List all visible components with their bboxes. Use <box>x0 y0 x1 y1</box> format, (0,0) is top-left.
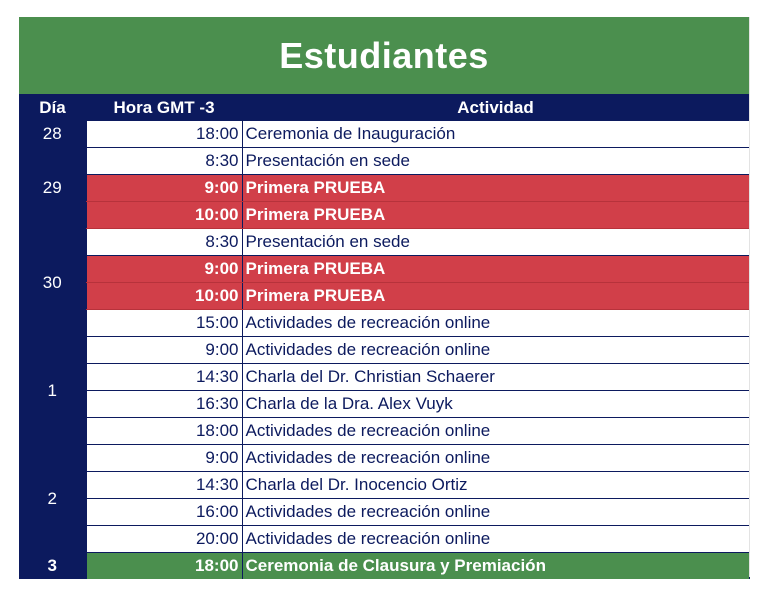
table-row <box>19 364 749 391</box>
day-cell: 3 <box>19 553 86 580</box>
table-row <box>19 526 749 553</box>
column-header-dia: Día <box>19 94 86 121</box>
table-row <box>19 337 749 364</box>
table-row <box>19 121 749 148</box>
activity-cell: Ceremonia de Clausura y Premiación <box>242 553 749 580</box>
activity-cell: Presentación en sede <box>242 229 749 256</box>
column-header-hora: Hora GMT -3 <box>86 94 242 121</box>
activity-cell: Primera PRUEBA <box>242 256 749 283</box>
activity-cell: Ceremonia de Inauguración <box>242 121 749 148</box>
time-cell: 9:00 <box>86 175 242 202</box>
table-row <box>19 229 749 256</box>
table-row <box>19 283 749 310</box>
schedule-sheet <box>19 17 749 579</box>
time-cell: 20:00 <box>86 526 242 553</box>
activity-cell: Presentación en sede <box>242 148 749 175</box>
activity-cell: Charla del Dr. Inocencio Ortiz <box>242 472 749 499</box>
activity-cell: Actividades de recreación online <box>242 337 749 364</box>
time-cell: 18:00 <box>86 121 242 148</box>
time-cell: 18:00 <box>86 553 242 580</box>
table-row <box>19 391 749 418</box>
time-cell: 14:30 <box>86 364 242 391</box>
activity-cell: Actividades de recreación online <box>242 445 749 472</box>
table-row <box>19 256 749 283</box>
table-row <box>19 148 749 175</box>
time-cell: 8:30 <box>86 229 242 256</box>
activity-cell: Primera PRUEBA <box>242 202 749 229</box>
time-cell: 9:00 <box>86 256 242 283</box>
time-cell: 8:30 <box>86 148 242 175</box>
table-row <box>19 553 749 580</box>
activity-cell: Charla del Dr. Christian Schaerer <box>242 364 749 391</box>
table-row <box>19 202 749 229</box>
time-cell: 10:00 <box>86 202 242 229</box>
column-header-actividad: Actividad <box>242 94 749 121</box>
activity-cell: Charla de la Dra. Alex Vuyk <box>242 391 749 418</box>
time-cell: 16:00 <box>86 499 242 526</box>
day-cell: 30 <box>19 229 86 337</box>
time-cell: 14:30 <box>86 472 242 499</box>
activity-cell: Actividades de recreación online <box>242 499 749 526</box>
activity-cell: Actividades de recreación online <box>242 526 749 553</box>
day-cell: 28 <box>19 121 86 148</box>
time-cell: 9:00 <box>86 445 242 472</box>
table-row <box>19 445 749 472</box>
table-header-row <box>19 94 749 121</box>
schedule-table <box>19 94 750 579</box>
activity-cell: Actividades de recreación online <box>242 418 749 445</box>
time-cell: 9:00 <box>86 337 242 364</box>
table-row <box>19 418 749 445</box>
day-cell: 29 <box>19 148 86 229</box>
activity-cell: Primera PRUEBA <box>242 175 749 202</box>
time-cell: 18:00 <box>86 418 242 445</box>
day-cell: 1 <box>19 337 86 445</box>
table-row <box>19 310 749 337</box>
table-row <box>19 175 749 202</box>
page-title: Estudiantes <box>19 17 749 94</box>
table-row <box>19 472 749 499</box>
activity-cell: Primera PRUEBA <box>242 283 749 310</box>
time-cell: 15:00 <box>86 310 242 337</box>
time-cell: 10:00 <box>86 283 242 310</box>
table-row <box>19 499 749 526</box>
activity-cell: Actividades de recreación online <box>242 310 749 337</box>
divider <box>749 17 750 577</box>
time-cell: 16:30 <box>86 391 242 418</box>
day-cell: 2 <box>19 445 86 553</box>
